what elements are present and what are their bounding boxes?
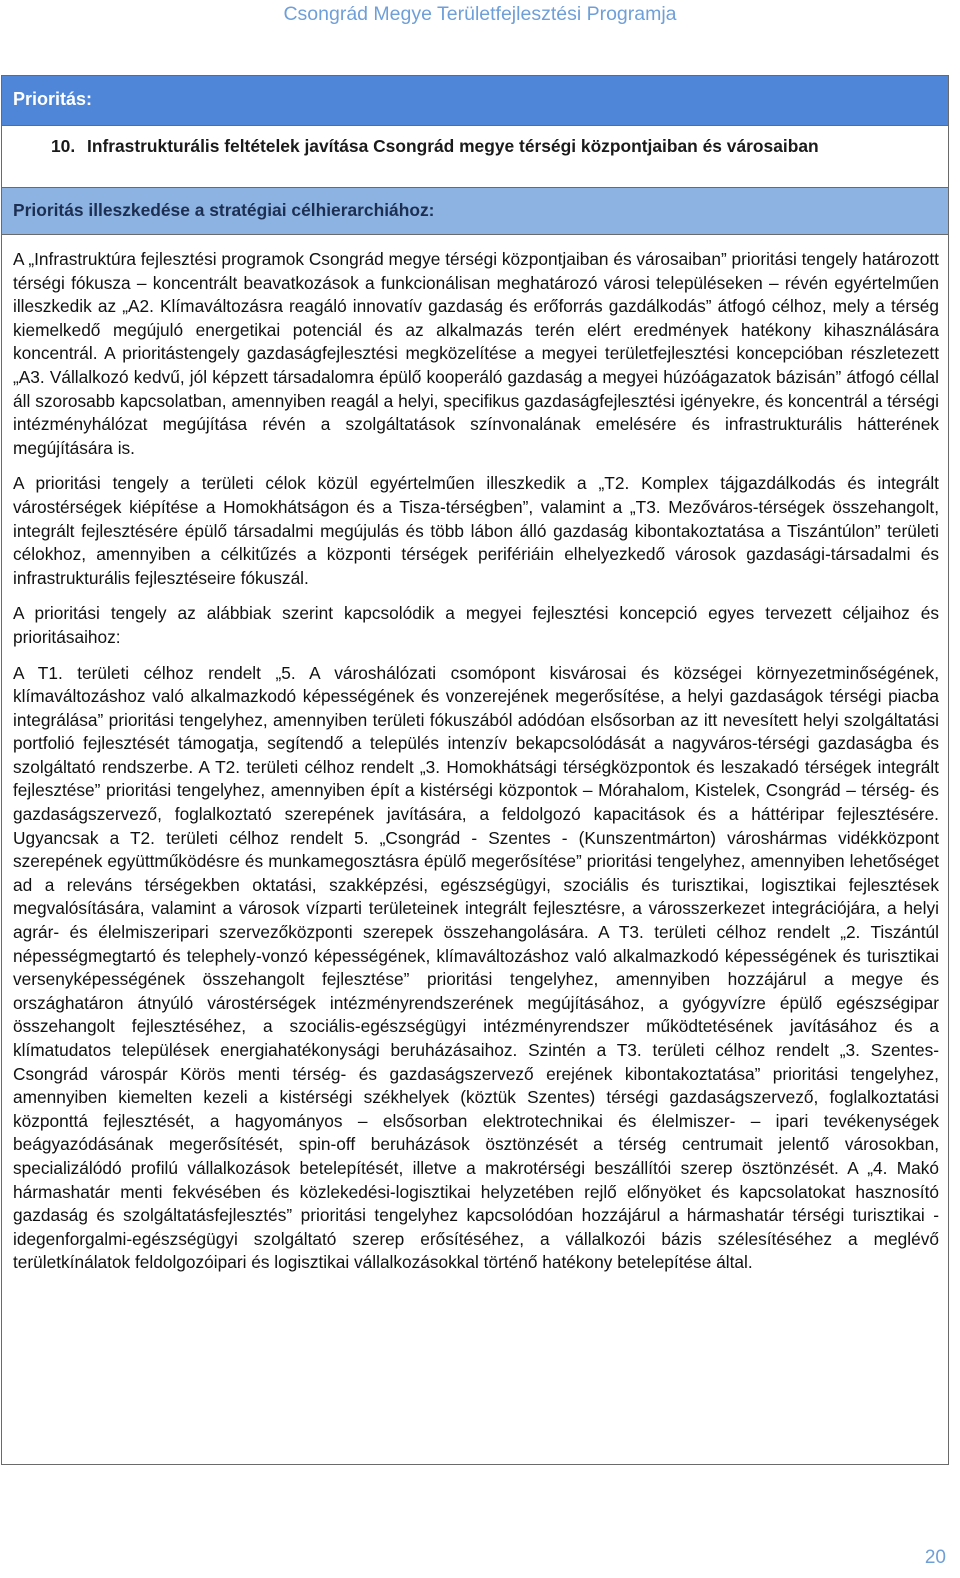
priority-title-text: Infrastrukturális feltételek javítása Csongrád megye térségi központjaiban és városaiban — [87, 136, 819, 156]
priority-label: Prioritás: — [13, 89, 93, 109]
paragraph: A prioritási tengely az alábbiak szerint kapcsolódik a megyei fejlesztési koncepció egyes tervezett céljaihoz és prioritásaihoz: — [13, 603, 939, 647]
fit-section-band — [2, 187, 948, 235]
page-number: 20 — [924, 1547, 946, 1568]
priority-header-band — [2, 76, 948, 126]
priority-number: 10. — [51, 136, 76, 156]
running-header: Csongrád Megye Területfejlesztési Programja — [283, 3, 677, 25]
paragraph: A „Infrastruktúra fejlesztési programok Csongrád megye térségi központjaiban és városaiban” prioritási tengely határozott térségi fókusza – koncentrált beavatkozások a funkcionálisan meghatározó városi településeken – révén egyértelműen illeszkedik az „A2. Klímaváltozásra reagáló innovatív gazdaság és erőforrás gazdálkodás” átfogó célhoz, mely a térség kiemelkedő megújuló energetikai potenciál és az alkalmazás terén elért eredmények hatékony kihasználására koncentrál. A prioritástengely gazdaságfejlesztési megközelítése a megyei területfejlesztési koncepcióban részletezett „A3. Vállalkozó kedvű, jól képzett társadalomra épülő kooperáló gazdaság a megyei húzóágazatok bázisán” átfogó céllal áll szorosabb kapcsolatban, amennyiben reagál a helyi, specifikus gazdaságfejlesztési igényekre, és koncentrál a térségi intézményhálózat megújítása révén a szolgáltatások színvonalának emelésére és infrastrukturális hátterének megújítására is. — [13, 249, 939, 458]
fit-section-label: Prioritás illeszkedése a stratégiai célhierarchiához: — [13, 200, 435, 220]
body-text — [13, 248, 939, 1287]
paragraph: A T1. területi célhoz rendelt „5. A városhálózati csomópont kisvárosai és községei környezetminőségének, klímaváltozáshoz való alkalmazkodó képességének és vonzerejének megerősítése, a helyi gazdaságok térségi piacba integrálása” prioritási tengelyhez, amennyiben területi fókuszából adódóan elsősorban az itt nevesített helyi szolgáltatási portfolió fejlesztését támogatja, segítendő a település intenzív bekapcsolódását a nagyváros-térségi gazdaságba és szolgáltató rendszerbe. A T2. területi célhoz rendelt „3. Homokhátsági térségközpontok és leszakadó térségek integrált fejlesztése” prioritási tengelyhez, amennyiben épít a kistérségi központok – Mórahalom, Kistelek, Csongrád – térség- és gazdaságszervező, foglalkoztató szerepének javítására, a feldolgozó kapacitások és a háttéripar fejlesztésére. Ugyancsak a T2. területi célhoz rendelt 5. „Csongrád - Szentes - (Kunszentmárton) városhármas vidékközpont szerepének együttműködésre és munkamegosztásra épülő megerősítése” prioritási tengelyhez, amennyiben lehetőséget ad a releváns térségekben oktatási, szakképzési, egészségügyi, szociális és turisztikai, logisztikai fejlesztések megvalósítására, valamint a városok vízparti területeinek integrált fejlesztésre, a városszerkezet integrációjára, a helyi agrár- és élelmiszeripari szervezőközponti szerepek összehangolására. A T3. területi célhoz rendelt „2. Tiszántúl népességmegtartó és telephely-vonzó képességének, klímaváltozáshoz való alkalmazkodó képességének és turisztikai versenyképességének összehangolt fejlesztése” prioritási tengelyhez, amennyiben hozzájárul a megye és országhatáron átnyúló várostérségek intézményrendszerének megújításához, a gyógyvízre épülő egészségipar összehangolt fejlesztéséhez, a szociális-egészségügyi intézményrendszer működtetésének javításához és a klímatudatos települések energiahatékonysági beruházásaihoz. Szintén a T3. területi célhoz rendelt „3. Szentes-Csongrád várospár Körös menti térség- és gazdaságszervező erejének kibontakoztatása” prioritási tengelyhez, amennyiben kiemelten kezeli a kistérségi székhelyek (köztük Szentes) térségi gazdaságszervező, foglalkoztatási központtá fejlesztését, a hagyományos – elsősorban elektrotechnikai és élelmiszer- – ipari tevékenységek beágyazódásának megerősítését, spin-off beruházások ösztönzését a térség centrumait jelentő városokban, specializálódó profilú vállalkozások betelepítését, illetve a makrotérségi beszállítói szerep ösztönzését. A „4. Makó hármashatár menti fekvésében és közlekedési-logisztikai helyzetében rejlő előnyöket és kapcsolatokat hasznosító gazdaság és szolgáltatásfejlesztés” prioritási tengelyhez kapcsolódóan hozzájárul a hármashatár térségi turisztikai - idegenforgalmi-egészségügyi szolgáltató szerep erősítéséhez, a vállalkozói bázis szélesítéséhez a meglévő területkínálatok feldolgozóipari és logisztikai vállalkozásokkal történő hatékony betelepítése által. — [13, 662, 939, 1273]
paragraph: A prioritási tengely a területi célok közül egyértelműen illeszkedik a „T2. Komplex tájgazdálkodás és integrált várostérségek kiépítése a Homokhátságon és a Tisza-térségben”, valamint a „T3. Mezőváros-térségek összehangolt, integrált fejlesztésére épülő társadalmi megújulás és több lábon álló gazdaság kibontakoztatása a Tiszántúlon” területi célokhoz, amennyiben a célkitűzés a központi térségek perifériáin elhelyezkedő városok gazdasági-társadalmi és infrastrukturális fejlesztéseire fókuszál. — [13, 473, 939, 588]
priority-box — [1, 75, 949, 1465]
